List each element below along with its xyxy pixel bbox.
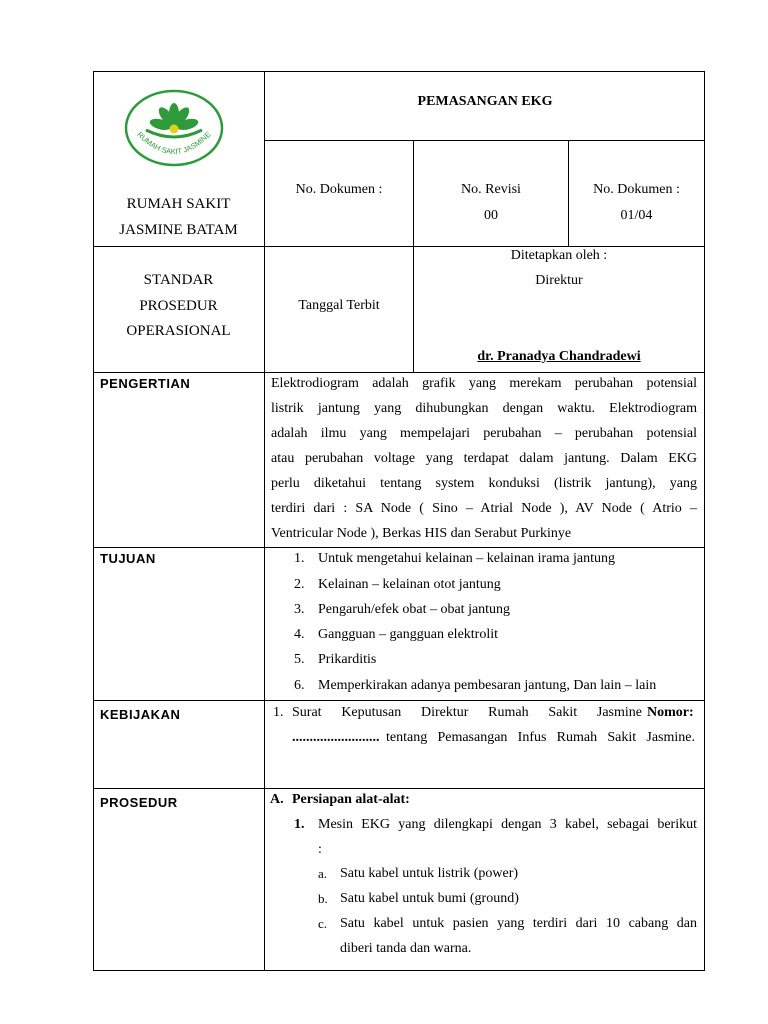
sub-item: Satu kabel untuk pasien yang terdiri dari 10 cabang dan: [340, 916, 697, 931]
section-label-kebijakan: KEBIJAKAN: [100, 707, 181, 722]
list-item-continuation: :: [318, 842, 322, 857]
list-item-number: 6.: [294, 678, 305, 693]
list-item: Kelainan – kelainan otot jantung: [318, 577, 501, 592]
sub-item: Satu kabel untuk bumi (ground): [340, 891, 519, 906]
paragraph-line: atau perubahan voltage yang terdapat dalam jantung. Dalam EKG: [271, 451, 697, 466]
sop-line1: STANDAR: [143, 272, 214, 288]
sub-item-letter: b.: [318, 891, 328, 906]
policy-line: Surat Keputusan Direktur Rumah Sakit Jasmine: [292, 705, 642, 720]
list-item: Untuk mengetahui kelainan – kelainan irama jantung: [318, 551, 616, 566]
sop-line2: PROSEDUR: [139, 298, 218, 314]
list-item: Memperkirakan adanya pembesaran jantung, Dan lain – lain: [318, 678, 657, 693]
list-item: Prikarditis: [318, 652, 377, 667]
policy-line: tentang Pemasangan Infus Rumah Sakit Jasmine.: [386, 730, 695, 745]
list-item-number: 5.: [294, 652, 305, 667]
sub-item-continuation: diberi tanda dan warna.: [340, 941, 472, 956]
doc-number-label-2: No. Dokumen :: [593, 182, 680, 197]
hospital-logo: [124, 88, 224, 168]
paragraph-line: Elektrodiogram adalah grafik yang merekam perubahan potensial: [271, 376, 697, 391]
sub-item-letter: c.: [318, 916, 328, 931]
paragraph-line: Ventricular Node ), Berkas HIS dan Serabut Purkinye: [271, 526, 572, 541]
section-label-tujuan: TUJUAN: [100, 551, 156, 566]
signatory-name: dr. Pranadya Chandradewi: [477, 349, 641, 364]
list-item-number: 2.: [294, 577, 305, 592]
doc-number-label: No. Dokumen :: [295, 182, 383, 197]
paragraph-line: terdiri dari : SA Node ( Sino – Atrial Node ), AV Node ( Atrio –: [271, 501, 697, 516]
sop-line3: OPERASIONAL: [126, 323, 231, 339]
section-label-pengertian: PENGERTIAN: [100, 376, 191, 391]
document-title: PEMASANGAN EKG: [417, 94, 553, 109]
list-item: Pengaruh/efek obat – obat jantung: [318, 602, 511, 617]
list-item-number: 3.: [294, 602, 305, 617]
sub-item: Satu kabel untuk listrik (power): [340, 866, 519, 881]
section-letter: A.: [270, 792, 284, 807]
hospital-name-line2: JASMINE BATAM: [119, 222, 238, 238]
list-item: Gangguan – gangguan elektrolit: [318, 627, 499, 642]
list-item-number: 4.: [294, 627, 305, 642]
svg-text:RUMAH SAKIT JASMINE: [135, 130, 212, 156]
revision-value: 00: [484, 208, 498, 223]
established-by-label: Ditetapkan oleh :: [510, 248, 608, 263]
doc-number-value-2: 01/04: [620, 208, 653, 223]
director-label: Direktur: [535, 273, 583, 288]
list-item-number: 1.: [294, 817, 305, 832]
section-label-prosedur: PROSEDUR: [100, 795, 178, 810]
paragraph-line: perlu diketahui tentang system konduksi (listrik jantung), yang: [271, 476, 697, 491]
policy-number-label: Nomor:: [647, 705, 694, 720]
policy-number-placeholder: .........................: [292, 730, 380, 745]
lotus-flower-icon: [146, 103, 202, 137]
list-item: Mesin EKG yang dilengkapi dengan 3 kabel, sebagai berikut: [318, 817, 697, 832]
list-item-number: 1.: [273, 705, 284, 720]
hospital-name-line1: RUMAH SAKIT: [126, 196, 231, 212]
sub-item-letter: a.: [318, 866, 328, 881]
revision-label: No. Revisi: [461, 182, 521, 197]
issue-date-label: Tanggal Terbit: [298, 298, 380, 313]
paragraph-line: adalah ilmu yang mempelajari perubahan – perubahan potensial: [271, 426, 697, 441]
list-item-number: 1.: [294, 551, 305, 566]
paragraph-line: listrik jantung yang dihubungkan dengan waktu. Elektrodiogram: [271, 401, 697, 416]
section-title: Persiapan alat-alat:: [292, 792, 410, 807]
logo-text: RUMAH SAKIT JASMINE: [135, 129, 213, 157]
